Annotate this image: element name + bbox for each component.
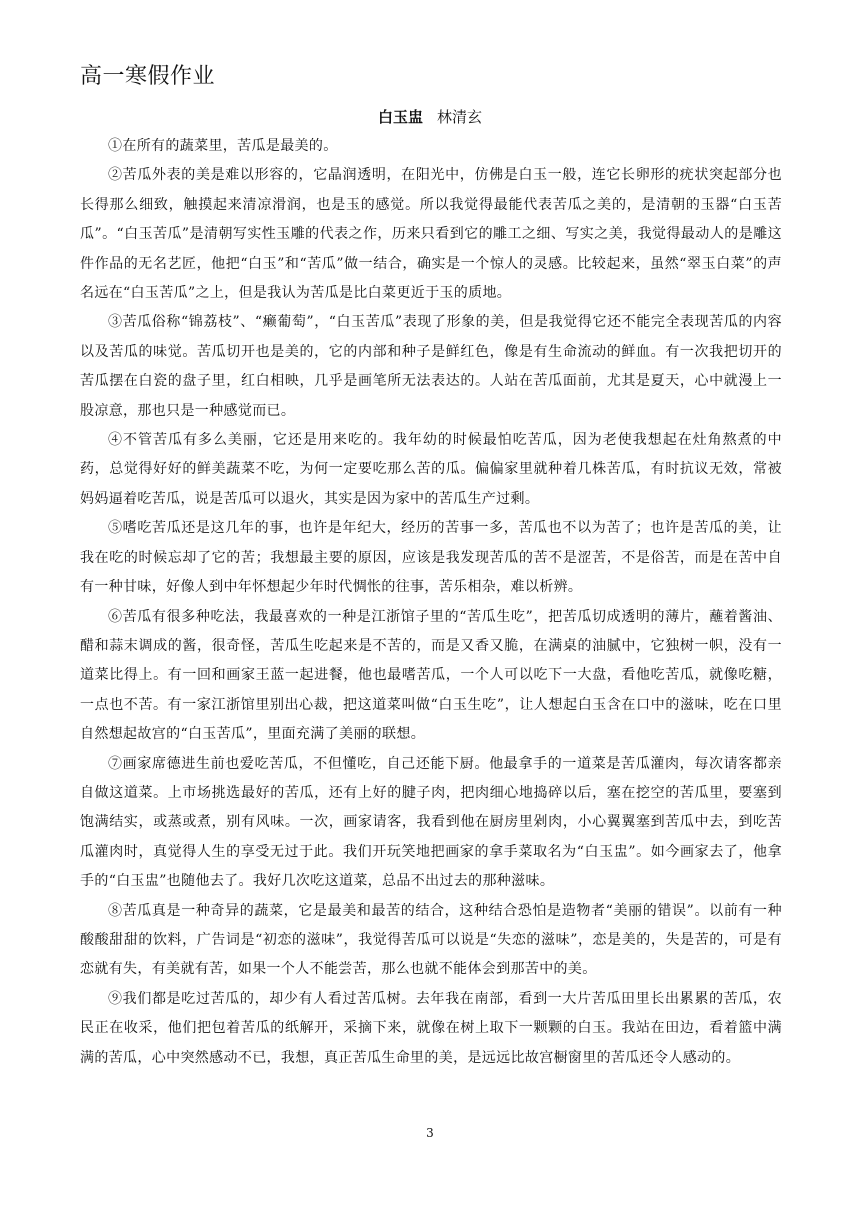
paragraph-2: ②苦瓜外表的美是难以形容的，它晶润透明，在阳光中，仿佛是白玉一般，连它长卵形的疣状突起部分也长得那么细致，触摸起来清凉滑润，也是玉的感觉。所以我觉得最能代表苦瓜之美的，是清朝的玉器“白玉苦瓜”。“白玉苦瓜”是清朝写实性玉雕的代表之作，历来只看到它的雕工之细、写实之美，我觉得最动人的是雕这件作品的无名艺匠，他把“白玉”和“苦瓜”做一结合，确实是一个惊人的灵感。比较起来，虽然“翠玉白菜”的声名远在“白玉苦瓜”之上，但是我认为苦瓜是比白菜更近于玉的质地。 [80,167,782,302]
paragraph-8: ⑧苦瓜真是一种奇异的蔬菜，它是最美和最苦的结合，这种结合恐怕是造物者“美丽的错误”。以前有一种酸酸甜甜的饮料，广告词是“初恋的滋味”，我觉得苦瓜可以说是“失恋的滋味”，恋是美的，失是苦的，可是有恋就有失，有美就有苦，如果一个人不能尝苦，那么也就不能体会到那苦中的美。 [80,902,782,978]
paragraph-4: ④不管苦瓜有多么美丽，它还是用来吃的。我年幼的时候最怕吃苦瓜，因为老使我想起在灶角熬煮的中药，总觉得好好的鲜美蔬菜不吃，为何一定要吃那么苦的瓜。偏偏家里就种着几株苦瓜，有时抗议无效，常被妈妈逼着吃苦瓜，说是苦瓜可以退火，其实是因为家中的苦瓜生产过剩。 [80,432,782,507]
paragraph-9: ⑨我们都是吃过苦瓜的，却少有人看过苦瓜树。去年我在南部，看到一大片苦瓜田里长出累累的苦瓜，农民正在收采，他们把包着苦瓜的纸解开，采摘下来，就像在树上取下一颗颗的白玉。我站在田边，看着篮中满满的苦瓜，心中突然感动不已，我想，真正苦瓜生命里的美，是远远比故宫橱窗里的苦瓜还令人感动的。 [80,990,782,1066]
article-heading [0,104,860,130]
page-number: 3 [426,1126,434,1140]
paragraph-1: ①在所有的蔬菜里，苦瓜是最美的。 [108,138,338,154]
paragraph-7: ⑦画家席德进生前也爱吃苦瓜，不但懂吃，自己还能下厨。他最拿手的一道菜是苦瓜灌肉，每次请客都亲自做这道菜。上市场挑选最好的苦瓜，还有上好的腱子肉，把肉细心地捣碎以后，塞在挖空的苦瓜里，要塞到饱满结实，或蒸或煮，别有风味。一次，画家请客，我看到他在厨房里剁肉，小心翼翼塞到苦瓜中去，到吃苦瓜灌肉时，真觉得人生的享受无过于此。我们开玩笑地把画家的拿手菜取名为“白玉盅”。如今画家去了，他拿手的“白玉盅”也随他去了。我好几次吃这道菜，总品不出过去的那种滋味。 [80,755,782,890]
paragraph-5: ⑤嗜吃苦瓜还是这几年的事，也许是年纪大，经历的苦事一多，苦瓜也不以为苦了；也许是苦瓜的美，让我在吃的时候忘却了它的苦；我想最主要的原因，应该是我发现苦瓜的苦不是涩苦，不是俗苦，而是在苦中自有一种甘味，好像人到中年怀想起少年时代惆怅的往事，苦乐相杂，难以析辨。 [80,520,782,596]
homework-header-title: 高一寒假作业 [80,64,216,89]
article-title: 白玉盅 [377,108,423,126]
article-body [80,132,782,1073]
article-author: 林清玄 [437,108,483,126]
paragraph-6: ⑥苦瓜有很多种吃法，我最喜欢的一种是江浙馆子里的“苦瓜生吃”，把苦瓜切成透明的薄片，蘸着酱油、醋和蒜末调成的酱，很奇怪，苦瓜生吃起来是不苦的，而是又香又脆，在满桌的油腻中，它独树一帜，没有一道菜比得上。有一回和画家王蓝一起进餐，他也最嗜苦瓜，一个人可以吃下一大盘，看他吃苦瓜，就像吃糖，一点也不苦。有一家江浙馆里别出心裁，把这道菜叫做“白玉生吃”，让人想起白玉含在口中的滋味，吃在口里自然想起故宫的“白玉苦瓜”，里面充满了美丽的联想。 [80,608,782,743]
paragraph-3: ③苦瓜俗称“锦荔枝”、“癞葡萄”，“白玉苦瓜”表现了形象的美，但是我觉得它还不能完全表现苦瓜的内容以及苦瓜的味觉。苦瓜切开也是美的，它的内部和种子是鲜红色，像是有生命流动的鲜血。有一次我把切开的苦瓜摆在白瓷的盘子里，红白相映，几乎是画笔所无法表达的。人站在苦瓜面前，尤其是夏天，心中就漫上一股凉意，那也只是一种感觉而已。 [80,314,782,419]
